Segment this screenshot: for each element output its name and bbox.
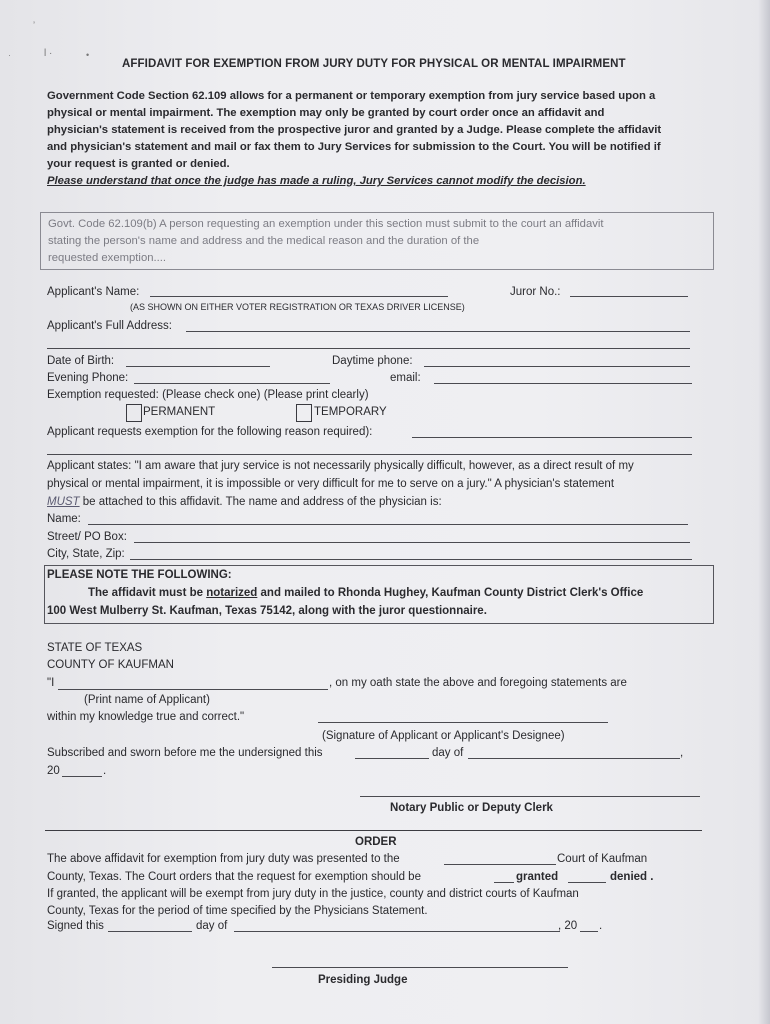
physician-street-label: Street/ PO Box: — [47, 531, 127, 543]
denied-field[interactable] — [568, 882, 606, 883]
scan-mark: ’ — [33, 20, 35, 30]
address-field[interactable] — [186, 331, 690, 332]
physician-street-field[interactable] — [134, 542, 690, 543]
applicant-name-field[interactable] — [150, 296, 448, 297]
applicant-name-label: Applicant's Name: — [47, 286, 140, 298]
intro-line: your request is granted or denied. — [47, 158, 230, 170]
scan-mark: • — [86, 50, 90, 60]
knowledge-text: within my knowledge true and correct." — [47, 711, 245, 723]
county-label: COUNTY OF KAUFMAN — [47, 659, 174, 671]
exemption-label: Exemption requested: (Please check one) (Please print clearly) — [47, 389, 369, 401]
email-label: email: — [390, 372, 421, 384]
signed-day-of: day of — [196, 920, 228, 932]
reason-field-line2[interactable] — [47, 454, 692, 455]
intro-line: physician's statement is received from the prospective juror and granted by a Judge. Please complete the affidavit — [47, 124, 662, 136]
signed-year-field[interactable] — [580, 931, 598, 932]
signed-year-prefix: , 20 — [558, 920, 578, 932]
evening-phone-field[interactable] — [134, 383, 330, 384]
gov-code-line: stating the person's name and address and the medical reason and the duration of the — [48, 235, 480, 247]
oath-quote-open: "I — [47, 677, 55, 689]
physician-city-label: City, State, Zip: — [47, 548, 125, 560]
gov-code-line: Govt. Code 62.109(b) A person requesting an exemption under this section must submit to the court an affidavit — [48, 218, 604, 230]
intro-paragraph — [47, 88, 709, 190]
reason-field[interactable] — [412, 437, 692, 438]
oath-text: , on my oath state the above and foregoing statements are — [329, 677, 627, 689]
subscribed-year-field[interactable] — [62, 776, 102, 777]
note-heading: PLEASE NOTE THE FOLLOWING: — [47, 569, 232, 581]
juror-number-field[interactable] — [570, 296, 688, 297]
dob-label: Date of Birth: — [47, 355, 115, 367]
permanent-label: PERMANENT — [143, 406, 216, 418]
order-line: County, Texas for the period of time specified by the Physicians Statement. — [47, 905, 428, 917]
intro-line: physical or mental impairment. The exemption may only be granted by court order once an affidavit and — [47, 107, 605, 119]
physician-name-label: Name: — [47, 513, 81, 525]
note-line — [88, 585, 643, 602]
gov-code-text — [48, 216, 708, 267]
subscribed-day-of: day of — [432, 747, 464, 759]
signed-month-field[interactable] — [234, 931, 560, 932]
statement-line — [47, 494, 442, 511]
warning-line: Please understand that once the judge has made a ruling, Jury Services cannot modify the decision. — [47, 175, 586, 187]
intro-line: Government Code Section 62.109 allows for a permanent or temporary exemption from jury service based upon a — [47, 90, 656, 102]
court-of-text: Court of Kaufman — [557, 853, 648, 865]
order-line: If granted, the applicant will be exempt from jury duty in the justice, county and district courts of Kaufman — [47, 888, 579, 900]
subscribed-day-field[interactable] — [355, 758, 429, 759]
physician-city-field[interactable] — [130, 559, 692, 560]
order-line: The above affidavit for exemption from jury duty was presented to the — [47, 853, 400, 865]
intro-line: and physician's statement and mail or fax them to Jury Services for submission to the Court. You will be notified if — [47, 141, 661, 153]
applicant-name-note: (AS SHOWN ON EITHER VOTER REGISTRATION OR TEXAS DRIVER LICENSE) — [130, 302, 465, 312]
signature-caption: (Signature of Applicant or Applicant's Designee) — [322, 730, 565, 742]
state-label: STATE OF TEXAS — [47, 642, 143, 654]
granted-field[interactable] — [494, 882, 514, 883]
gov-code-line: requested exemption.... — [48, 252, 167, 264]
temporary-checkbox[interactable] — [296, 404, 312, 422]
evening-phone-label: Evening Phone: — [47, 372, 129, 384]
gov-code-box — [40, 212, 714, 270]
document-title: AFFIDAVIT FOR EXEMPTION FROM JURY DUTY FOR PHYSICAL OR MENTAL IMPAIRMENT — [122, 58, 626, 70]
subscribed-month-field[interactable] — [468, 758, 680, 759]
note-line-pre: The affidavit must be — [88, 587, 207, 599]
dob-field[interactable] — [126, 366, 270, 367]
divider — [45, 830, 702, 831]
statement-line-rest: be attached to this affidavit. The name and address of the physician is: — [79, 496, 442, 508]
juror-number-label: Juror No.: — [510, 286, 561, 298]
address-label: Applicant's Full Address: — [47, 320, 172, 332]
email-field[interactable] — [434, 383, 692, 384]
note-line-post: and mailed to Rhonda Hughey, Kaufman County District Clerk's Office — [257, 587, 644, 599]
temporary-label: TEMPORARY — [314, 406, 387, 418]
comma: , — [680, 747, 684, 759]
notary-signature-field[interactable] — [360, 796, 700, 797]
scan-mark: · — [8, 50, 11, 60]
reason-label: Applicant requests exemption for the following reason required): — [47, 426, 373, 438]
signed-day-field[interactable] — [108, 931, 192, 932]
period: . — [599, 920, 603, 932]
address-field-line2[interactable] — [47, 348, 690, 349]
signed-this-label: Signed this — [47, 920, 104, 932]
print-name-field[interactable] — [58, 689, 328, 690]
granted-option[interactable]: granted — [516, 871, 559, 883]
scan-mark: l · — [44, 48, 53, 59]
year-prefix: 20 — [47, 765, 60, 777]
statement-line: Applicant states: "I am aware that jury service is not necessarily physically difficult, however, as a direct result of my — [47, 460, 634, 472]
permanent-checkbox[interactable] — [126, 404, 142, 422]
daytime-phone-field[interactable] — [424, 366, 690, 367]
note-line: 100 West Mulberry St. Kaufman, Texas 75142, along with the juror questionnaire. — [47, 605, 487, 617]
daytime-phone-label: Daytime phone: — [332, 355, 413, 367]
order-line: County, Texas. The Court orders that the request for exemption should be — [47, 871, 421, 883]
print-name-caption: (Print name of Applicant) — [84, 694, 210, 706]
subscribed-text: Subscribed and sworn before me the undersigned this — [47, 747, 323, 759]
must-emphasis: MUST — [47, 496, 80, 508]
notary-caption: Notary Public or Deputy Clerk — [390, 802, 553, 814]
signature-field[interactable] — [318, 722, 608, 723]
statement-line: physical or mental impairment, it is impossible or very difficult for me to serve on a jury." A physician's statement — [47, 478, 615, 490]
notarized-emphasis: notarized — [206, 587, 258, 599]
judge-caption: Presiding Judge — [318, 974, 408, 986]
scan-edge-shadow — [758, 0, 770, 1024]
physician-name-field[interactable] — [88, 524, 688, 525]
judge-signature-field[interactable] — [272, 967, 568, 968]
period: . — [103, 765, 107, 777]
denied-option[interactable]: denied . — [610, 871, 654, 883]
court-field[interactable] — [444, 864, 556, 865]
order-heading: ORDER — [355, 836, 397, 848]
